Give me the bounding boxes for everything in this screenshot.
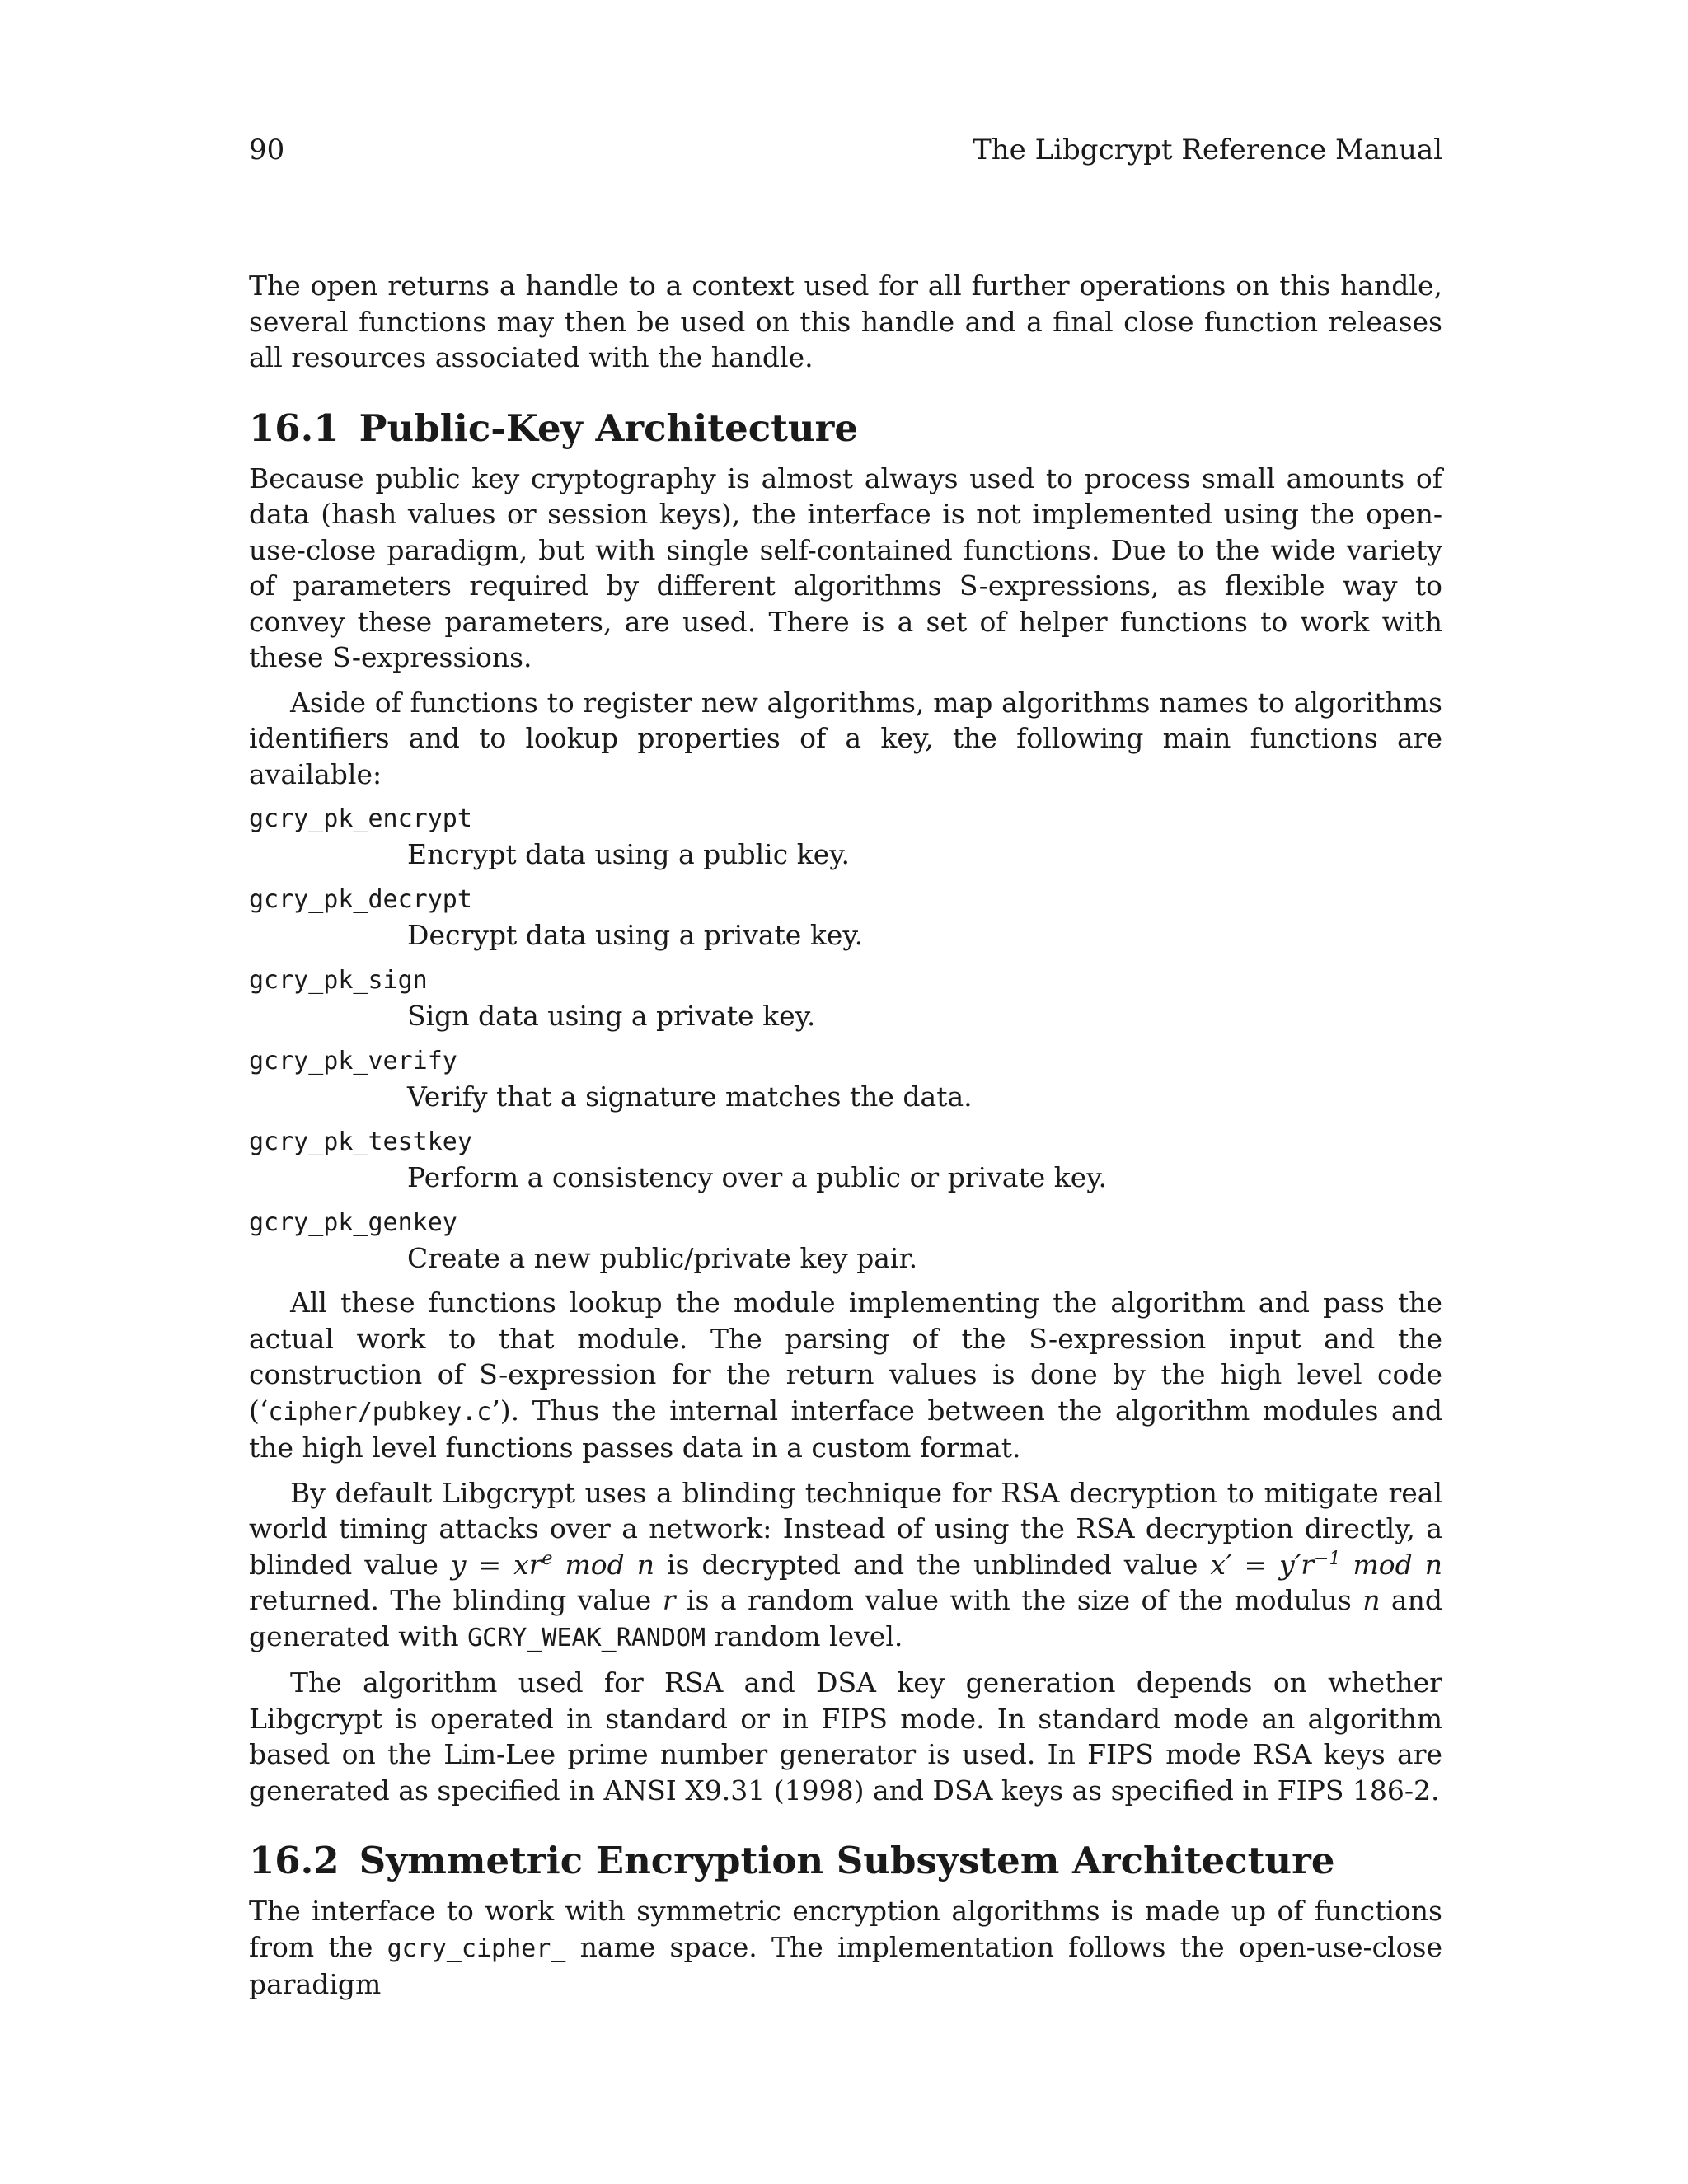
function-name: gcry_pk_sign (249, 966, 428, 995)
paragraph-rsa-blinding (249, 1475, 1442, 1657)
function-description: Sign data using a private key. (407, 1000, 816, 1032)
math-var-r: r (662, 1584, 676, 1616)
math-unblinded-value (1210, 1549, 1442, 1581)
math-expr: x′ = y′r (1210, 1548, 1315, 1581)
function-name: gcry_pk_decrypt (249, 885, 472, 914)
function-description: Perform a consistency over a public or private key. (407, 1161, 1108, 1193)
function-entry (249, 963, 1442, 1033)
math-superscript: −1 (1314, 1548, 1341, 1569)
math-var-n: n (1362, 1584, 1381, 1616)
function-entry (249, 1205, 1442, 1276)
math-superscript: e (542, 1548, 553, 1569)
math-blinded-value (451, 1549, 654, 1581)
function-entry (249, 1124, 1442, 1195)
function-name: gcry_pk_encrypt (249, 804, 472, 833)
text-run: name space. The implementation follows the open-use-close paradigm (249, 1930, 1443, 2000)
page-number: 90 (249, 134, 285, 166)
math-expr: y = xr (450, 1548, 542, 1581)
text-run: random level. (706, 1619, 903, 1652)
function-description: Decrypt data using a private key. (407, 919, 864, 951)
paragraph-symmetric-intro (249, 1893, 1442, 2003)
text-run: By default Libgcrypt uses a blinding technique for RSA decryption to mitigate real world timing attacks over a network: Instead of using the RSA decryption directly, a blinded value (249, 1476, 1442, 1581)
section-heading-16-1 (249, 405, 1442, 452)
function-description: Verify that a signature matches the data. (407, 1080, 973, 1113)
intro-paragraph: The open returns a handle to a context used for all further operations on this handle, several functions may then be used on this handle and a final close function releases all resources associated with the handle. (249, 269, 1442, 373)
text-run: ’). Thus the internal interface between the algorithm modules and the high level functions passes data in a custom format. (249, 1394, 1442, 1464)
section-title: Symmetric Encryption Subsystem Architecture (359, 1839, 1335, 1882)
function-name: gcry_pk_genkey (249, 1208, 457, 1237)
text-run: All these functions lookup the module implementing the algorithm and pass the actual work to that module. The parsing of the S-expression input and the construction of S-expression for the return values is done by the high level code (‘ (249, 1286, 1442, 1427)
section-number: 16.1 (249, 405, 340, 450)
text-run: returned. The blinding value (249, 1584, 663, 1616)
function-description: Create a new public/private key pair. (407, 1242, 918, 1274)
function-entry (249, 801, 1442, 872)
text-run: and generated with (249, 1584, 1442, 1652)
paragraph-keygen: The algorithm used for RSA and DSA key generation depends on whether Libgcrypt is operated in standard or in FIPS mode. In standard mode an algorithm based on the Lim-Lee prime number generator is used. In FIPS mode RSA keys are generated as specified in ANSI X9.31 (1998) and DSA keys as specified in FIPS 186-2. (249, 1666, 1442, 1807)
text-run: is a random value with the size of the modulus (675, 1584, 1363, 1616)
function-entry (249, 1043, 1442, 1114)
function-entry (249, 882, 1442, 953)
math-expr-tail: mod n (552, 1548, 655, 1581)
section-title: Public-Key Architecture (359, 405, 858, 450)
code-random-level: GCRY_WEAK_RANDOM (467, 1623, 706, 1652)
paragraph-pk-functions-intro: Aside of functions to register new algorithms, map algorithms names to algorithms identifiers and to lookup properties of a key, the following main functions are available: (249, 686, 1442, 790)
running-title: The Libgcrypt Reference Manual (973, 134, 1442, 166)
function-definition-list (249, 801, 1442, 1276)
code-filename: cipher/pubkey.c (268, 1397, 492, 1427)
document-page (249, 0, 1442, 2184)
section-heading-16-2 (249, 1837, 1442, 1885)
text-run: is decrypted and the unblinded value (654, 1548, 1211, 1581)
section-number: 16.2 (249, 1839, 340, 1882)
text-run: The interface to work with symmetric encryption algorithms is made up of functions from the (249, 1895, 1442, 1963)
paragraph-pk-module (249, 1285, 1442, 1466)
paragraph-pk-overview: Because public key cryptography is almost always used to process small amounts of data (hash values or session keys), the interface is not implemented using the open-use-close paradigm, but with single self-contained functions. Due to the wide variety of parameters required by different algorithms S-expressions, as flexible way to convey these parameters, are used. There is a set of helper functions to work with these S-expressions. (249, 462, 1442, 673)
function-description: Encrypt data using a public key. (407, 838, 850, 870)
body-text (249, 268, 1442, 2003)
page-header (249, 132, 1442, 168)
function-name: gcry_pk_verify (249, 1047, 457, 1076)
code-namespace: gcry_cipher_ (387, 1933, 566, 1963)
function-name: gcry_pk_testkey (249, 1127, 472, 1156)
math-expr-tail: mod n (1340, 1548, 1442, 1581)
